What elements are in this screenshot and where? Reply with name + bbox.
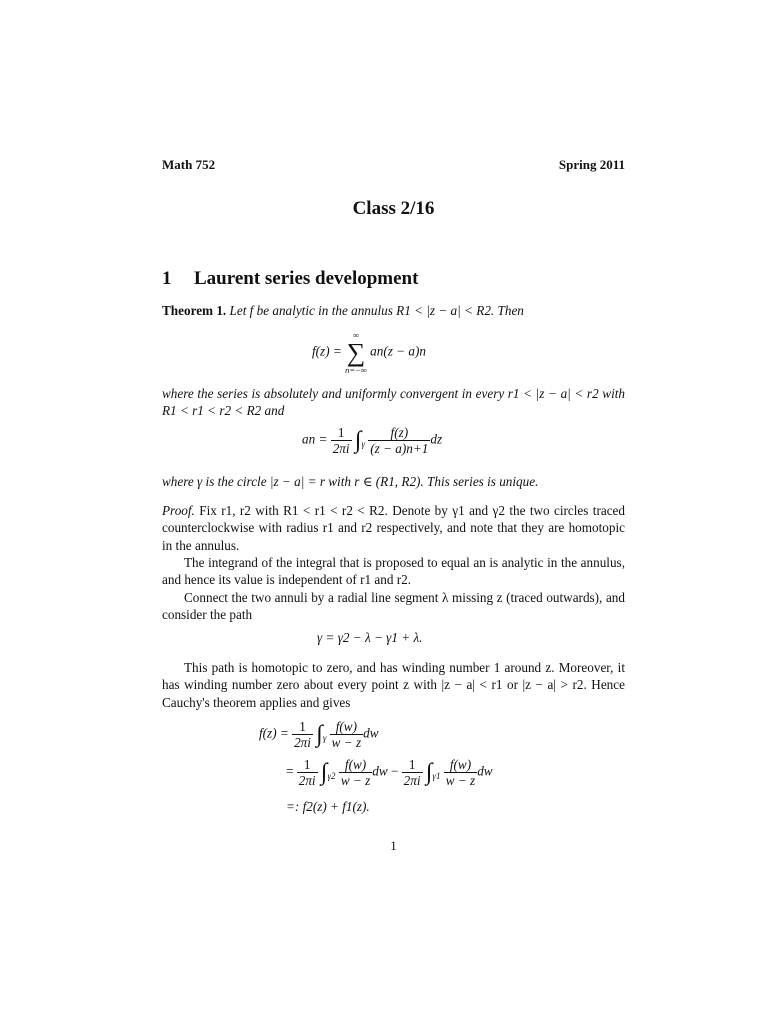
- frac-num: 1: [292, 719, 313, 735]
- series-lhs: f(z) =: [312, 343, 342, 359]
- frac-num: 1: [402, 757, 423, 773]
- frac-den: 2πi: [294, 735, 311, 750]
- coef-den: 2πi: [332, 441, 350, 456]
- cauchy-integrand-2b: [444, 757, 477, 788]
- circle-text: where γ is the circle |z − a| = r with r ∈ (R1, R2). This series is unique.: [162, 474, 539, 489]
- section-number: 1: [162, 268, 172, 289]
- minus-sign: −: [390, 763, 399, 779]
- laurent-series-equation: [312, 331, 426, 374]
- theorem-text: Let f be analytic in the annulus R1 < |z − a| < R2. Then: [229, 303, 524, 318]
- cauchy-integrand-2a: [339, 757, 372, 788]
- sum-symbol: ∞ ∑ n=−∞: [345, 330, 367, 375]
- integral-subscript: γ: [361, 439, 365, 450]
- integrand-den: w − z: [340, 773, 371, 788]
- frac-den: 2πi: [298, 773, 316, 788]
- cauchy-frac-2a: [297, 757, 318, 788]
- convergence-text: where the series is absolutely and uniformly convergent in every r1 < |z − a| < r2 with R1 < r1 < r2 < R2 and: [162, 386, 625, 419]
- theorem-statement: [162, 302, 625, 319]
- dw: dw: [477, 763, 493, 779]
- series-term: an(z − a)n: [370, 343, 426, 359]
- cauchy-integrand-1: [330, 719, 363, 750]
- equals-sign: =: [286, 763, 294, 779]
- section-title: Laurent series development: [194, 268, 419, 289]
- page-title: Class 2/16: [352, 198, 435, 219]
- path-equation: γ = γ2 − λ − γ1 + λ.: [317, 630, 423, 645]
- integral-sign: ∫: [316, 721, 323, 748]
- proof-paragraph-2: The integrand of the integral that is proposed to equal an is analytic in the annulus, and hence its value is independent of r1 and r2.: [162, 555, 625, 588]
- integrand-num: f(w): [444, 757, 477, 773]
- coef-dz: dz: [430, 431, 443, 447]
- cauchy-line-3: =: f2(z) + f1(z).: [286, 799, 370, 814]
- integral-sign: ∫: [354, 427, 362, 454]
- cauchy-lhs: f(z) =: [259, 725, 289, 741]
- integrand-fraction: [368, 425, 430, 456]
- integral-subscript-gamma2: γ2: [327, 771, 336, 782]
- integrand-den: (z − a)n+1: [370, 441, 429, 456]
- course-label: Math 752: [162, 157, 216, 172]
- integrand-den: w − z: [331, 735, 362, 750]
- section-heading: [162, 268, 418, 290]
- integrand-num: f(w): [339, 757, 372, 773]
- proof-paragraph-4: This path is homotopic to zero, and has winding number 1 around z. Moreover, it has winding number zero about every point z with |z − a| < r1 or |z − a| > r2. Hence Cauchy's theorem applies and gives: [162, 660, 625, 710]
- coef-num: 1: [331, 425, 352, 441]
- proof-text-1: Fix r1, r2 with R1 < r1 < r2 < R2. Denote by γ1 and γ2 the two circles traced counterclockwise with radius r1 and r2 respectively, and note that they are homotopic in the annulus.: [162, 503, 625, 553]
- cauchy-line-2: [286, 757, 493, 788]
- integrand-den: w − z: [445, 773, 476, 788]
- cauchy-line-1: [259, 719, 378, 750]
- integral-subscript: γ: [322, 733, 327, 744]
- dw: dw: [372, 763, 388, 779]
- coef-fraction: [331, 425, 352, 456]
- coefficient-equation: [302, 425, 442, 456]
- coef-lhs: an =: [302, 431, 328, 447]
- integral-sign: ∫: [320, 759, 328, 786]
- cauchy-frac-2b: [402, 757, 423, 788]
- document-page: [162, 0, 625, 1024]
- frac-num: 1: [297, 757, 318, 773]
- proof-paragraph-3: Connect the two annuli by a radial line segment λ missing z (traced outwards), and consider the path: [162, 590, 625, 623]
- integral-subscript-gamma1: γ1: [432, 771, 441, 782]
- page-number: 1: [390, 838, 397, 853]
- dw: dw: [363, 725, 379, 741]
- proof-label: Proof.: [162, 503, 195, 518]
- cauchy-frac-1: [292, 719, 313, 750]
- sum-lower-limit: n=−∞: [345, 364, 367, 375]
- proof-paragraph-1: [162, 502, 625, 554]
- theorem-label: Theorem 1.: [162, 303, 227, 318]
- term-label: Spring 2011: [558, 157, 625, 172]
- sum-upper-limit: ∞: [352, 330, 359, 340]
- frac-den: 2πi: [403, 773, 421, 788]
- integrand-num: f(z): [368, 425, 430, 441]
- integral-sign: ∫: [425, 759, 433, 786]
- integrand-num: f(w): [330, 719, 363, 735]
